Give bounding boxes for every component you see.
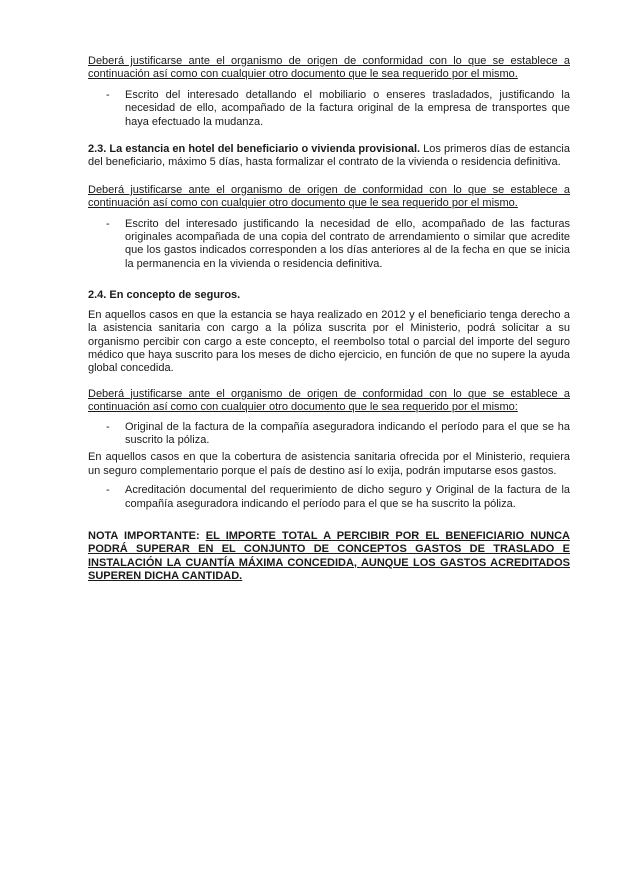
section-2-4-heading: 2.4. En concepto de seguros. (88, 289, 241, 302)
section-2-3-paragraph (88, 143, 570, 170)
bullet-dash: - (106, 484, 110, 497)
list-item-text: Original de la factura de la compañía aseguradora indicando el período para el que se ha suscrito la póliza. (125, 420, 570, 446)
list-item (88, 484, 570, 511)
justification-notice-paragraph-1: Deberá justificarse ante el organismo de origen de conformidad con lo que se establece a continuación así como con cualquier otro documento que le sea requerido por el mismo. (88, 55, 570, 81)
section-2-4-complementary-paragraph: En aquellos casos en que la cobertura de asistencia sanitaria ofrecida por el Ministerio, requiera un seguro complementario porque el país de destino así lo exija, podrán imputarse esos gastos. (88, 451, 570, 477)
justification-notice-paragraph-2: Deberá justificarse ante el organismo de origen de conformidad con lo que se establece a continuación así como con cualquier otro documento que le sea requerido por el mismo. (88, 183, 570, 210)
section-2-3-body: Los primeros días de estancia del beneficiario, máximo 5 días, hasta formalizar el contrato de la vivienda o residencia definitiva. (88, 143, 570, 169)
bullet-dash: - (106, 420, 110, 433)
list-item (88, 89, 570, 129)
bullet-dash: - (106, 217, 110, 230)
justification-notice-paragraph-3: Deberá justificarse ante el organismo de origen de conformidad con lo que se establece a continuación así como con cualquier otro documento que le sea requerido por el mismo: (88, 387, 570, 414)
important-note-paragraph (88, 530, 570, 584)
section-2-3-heading: 2.3. La estancia en hotel del beneficiario o vivienda provisional. (88, 143, 421, 156)
list-item-text: Acreditación documental del requerimiento de dicho seguro y Original de la factura de la compañía aseguradora indicando el período para el que se ha suscrito la póliza. (125, 484, 570, 510)
list-item-text: Escrito del interesado justificando la necesidad de ello, acompañado de las facturas originales acompañada de una copia del contrato de arrendamiento o similar que acredite que los gastos indicados corresponden a los días anteriores al de la fecha en que se inicia la permanencia en la vivienda o residencia definitiva. (125, 217, 570, 270)
list-item (88, 218, 570, 272)
list-item-text: Escrito del interesado detallando el mobiliario o enseres trasladados, justificando la necesidad de ello, acompañado de la factura original de la empresa de transportes que haya efectuado la mudanza. (125, 88, 570, 128)
list-item (88, 421, 570, 448)
important-note-label: NOTA IMPORTANTE: (88, 529, 206, 542)
important-note-body: EL IMPORTE TOTAL A PERCIBIR POR EL BENEFICIARIO NUNCA PODRÁ SUPERAR EN EL CONJUNTO DE CONCEPTOS GASTOS DE TRASLADO E INSTALACIÓN LA CUANTÍA MÁXIMA CONCEDIDA, AUNQUE LOS GASTOS ACREDITADOS SUPEREN DICHA CANTIDAD. (88, 529, 570, 583)
section-2-4-body: En aquellos casos en que la estancia se haya realizado en 2012 y el beneficiario tenga derecho a la asistencia sanitaria con cargo a la póliza suscrita por el Ministerio, podrá solicitar a su organismo percibir con cargo a este concepto, el reembolso total o parcial del importe del seguro médico que haya suscrito para los meses de dicho ejercicio, en función de que no supere la ayuda global concedida. (88, 308, 570, 375)
bullet-dash: - (106, 88, 110, 101)
